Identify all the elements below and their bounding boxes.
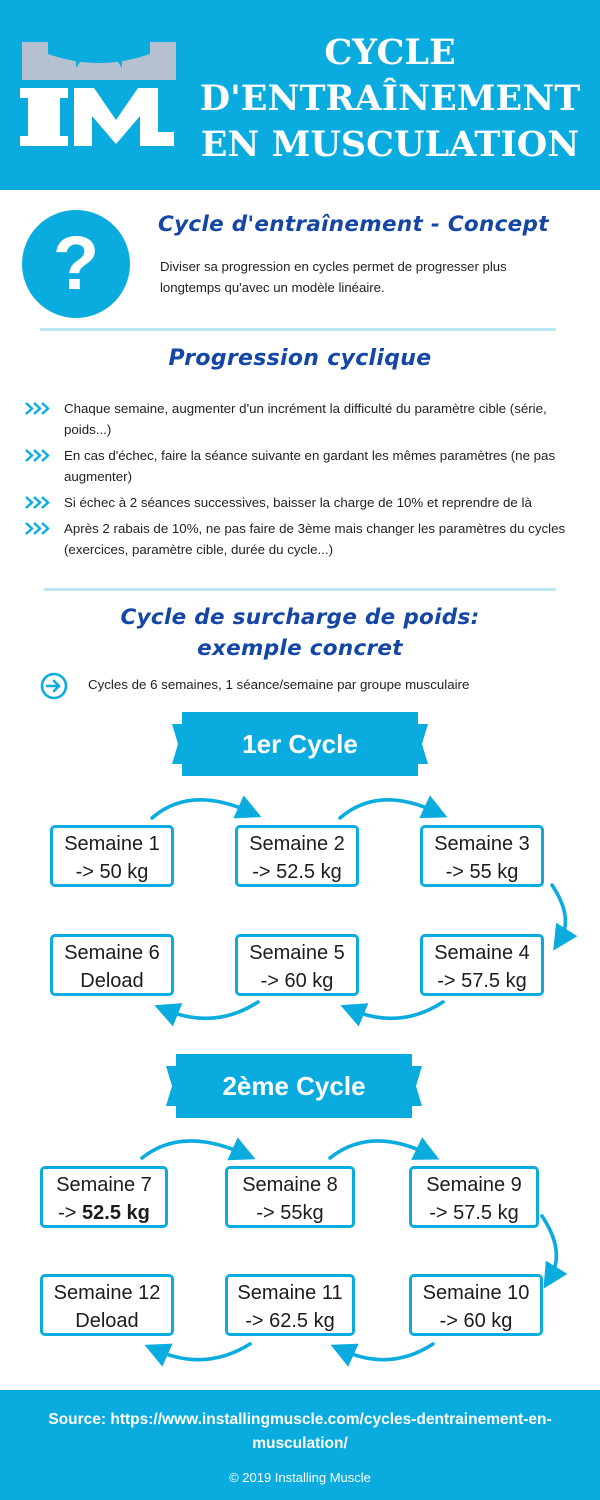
cycle-label: 1er Cycle — [242, 729, 358, 759]
divider — [40, 328, 556, 331]
copyright: © 2019 Installing Muscle — [229, 1470, 371, 1485]
cycle-2-banner — [166, 1054, 422, 1118]
week-load-value: 52.5 kg — [82, 1202, 150, 1224]
list-item-text: Après 2 rabais de 10%, ne pas faire de 3ème mais changer les paramètres du cycles (exercices, paramètre cible, durée du cycle...) — [64, 521, 566, 557]
week-label: Semaine 5 — [249, 942, 345, 964]
week-label: Semaine 9 — [426, 1174, 522, 1196]
week-label: Semaine 11 — [237, 1282, 343, 1304]
arrow-right-icon — [152, 800, 250, 818]
installing-muscle-logo — [18, 32, 180, 152]
example-heading-line: Cycle de surcharge de poids: — [120, 605, 480, 630]
week-box — [225, 1166, 355, 1228]
arrow-left-icon — [166, 1002, 258, 1018]
cycle-label: 2ème Cycle — [222, 1071, 366, 1101]
list-item — [22, 518, 582, 560]
footer — [0, 1390, 600, 1500]
week-label: Semaine 8 — [242, 1174, 338, 1196]
concept-text: Diviser sa progression en cycles permet de progresser plus longtemps qu'avec un modèle linéaire. — [160, 259, 507, 295]
arrow-left-icon — [156, 1344, 250, 1360]
double-chevron-icon — [24, 522, 56, 535]
page-title — [190, 30, 590, 168]
week-box — [40, 1274, 174, 1336]
list-item-text: En cas d'échec, faire la séance suivante en gardant les mêmes paramètres (ne pas augmenter) — [64, 448, 556, 484]
title-line: CYCLE — [324, 32, 456, 73]
list-item — [22, 445, 582, 487]
arrow-down-icon — [552, 885, 565, 940]
week-box — [409, 1166, 539, 1228]
week-load — [43, 1199, 165, 1227]
list-item — [22, 492, 582, 513]
week-label: Semaine 10 — [422, 1282, 530, 1304]
double-chevron-icon — [24, 402, 56, 415]
week-label: Semaine 3 — [434, 833, 530, 855]
week-label: Semaine 1 — [64, 833, 160, 855]
week-label: Semaine 7 — [56, 1174, 152, 1196]
arrow-down-icon — [542, 1216, 556, 1278]
source-link[interactable]: Source: https://www.installingmuscle.com/cycles-dentrainement-en-musculation/ — [48, 1411, 552, 1452]
question-mark-icon: ? — [22, 210, 130, 318]
week-box — [225, 1274, 355, 1336]
circle-arrow-right-icon — [40, 672, 68, 700]
week-load-prefix: -> — [58, 1202, 83, 1224]
week-load: -> 50 kg — [75, 861, 149, 883]
concept-heading: Cycle d'entraînement - Concept — [158, 212, 549, 237]
week-box — [235, 934, 359, 996]
week-box — [50, 934, 174, 996]
arrow-right-icon — [340, 800, 436, 818]
week-box — [420, 825, 544, 887]
week-label: Semaine 6 — [64, 942, 160, 964]
week-load: -> 62.5 kg — [245, 1310, 335, 1332]
progression-heading: Progression cyclique — [168, 346, 432, 371]
week-box — [50, 825, 174, 887]
divider — [44, 588, 556, 591]
list-item — [22, 398, 582, 440]
arrow-left-icon — [352, 1002, 443, 1018]
cycle-1-banner — [172, 712, 428, 776]
progression-list — [22, 398, 582, 565]
week-label: Semaine 12 — [53, 1282, 161, 1304]
week-load: Deload — [80, 970, 144, 992]
week-box — [40, 1166, 168, 1228]
week-label: Semaine 4 — [434, 942, 530, 964]
week-load: Deload — [75, 1310, 139, 1332]
list-item-text: Chaque semaine, augmenter d'un incrément la difficulté du paramètre cible (série, poids...) — [64, 401, 547, 437]
title-line: EN MUSCULATION — [200, 124, 580, 165]
week-box — [420, 934, 544, 996]
week-load: -> 55 kg — [445, 861, 519, 883]
list-item-text: Si échec à 2 séances successives, baisser la charge de 10% et reprendre de là — [64, 495, 532, 510]
example-heading — [0, 602, 600, 664]
week-load: -> 60 kg — [260, 970, 334, 992]
week-label: Semaine 2 — [249, 833, 345, 855]
week-box — [409, 1274, 543, 1336]
title-line: D'ENTRAÎNEMENT — [199, 78, 581, 119]
week-box — [235, 825, 359, 887]
arrow-right-icon — [330, 1141, 428, 1158]
week-load: -> 57.5 kg — [437, 970, 527, 992]
example-heading-line: exemple concret — [197, 636, 403, 661]
double-chevron-icon — [24, 449, 56, 462]
arrow-left-icon — [342, 1344, 433, 1360]
double-chevron-icon — [24, 496, 56, 509]
week-load: -> 55kg — [256, 1202, 324, 1224]
week-load: -> 57.5 kg — [429, 1202, 519, 1224]
week-load: -> 52.5 kg — [252, 861, 342, 883]
example-description: Cycles de 6 semaines, 1 séance/semaine par groupe musculaire — [88, 677, 470, 692]
week-load: -> 60 kg — [439, 1310, 513, 1332]
arrow-right-icon — [142, 1141, 244, 1158]
header-banner — [0, 0, 600, 190]
